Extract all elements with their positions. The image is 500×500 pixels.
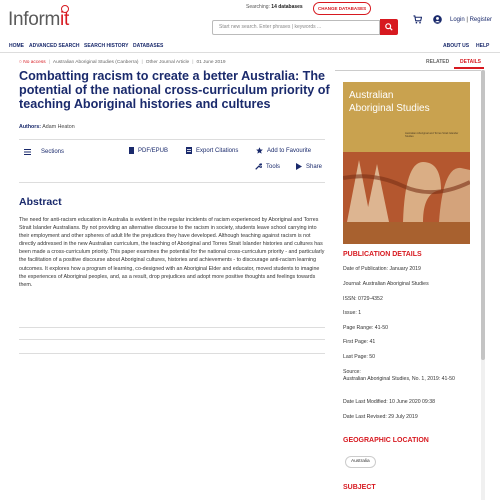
add-to-favourite-button[interactable]: Add to Favourite [256, 147, 311, 154]
nav-about-us[interactable]: ABOUT US [443, 43, 470, 49]
export-citations-button[interactable]: Export Citations [186, 147, 238, 154]
detail-page-range: Page Range: 41-50 [343, 325, 389, 331]
journal-name[interactable]: Australian Aboriginal Studies (Canberra) [52, 60, 139, 65]
search-icon [385, 23, 393, 31]
detail-issn: ISSN: 0729-4352 [343, 296, 383, 302]
abstract-heading: Abstract [19, 196, 62, 208]
login-register: Login | Register [450, 17, 492, 23]
cover-title-line2: Aboriginal Studies [349, 103, 430, 114]
panel-scrollbar-thumb[interactable] [481, 70, 485, 360]
login-link[interactable]: Login [450, 17, 465, 23]
divider [19, 339, 325, 340]
detail-date-of-publication: Date of Publication: January 2019 [343, 266, 421, 272]
informit-logo[interactable]: Informit [8, 9, 69, 30]
journal-cover-image [343, 82, 470, 244]
wrench-icon [255, 163, 262, 170]
share-button[interactable]: Share [296, 163, 322, 170]
geographic-tag[interactable]: Australia [345, 456, 376, 468]
logo-mark-icon [61, 5, 69, 13]
user-icon[interactable] [433, 15, 442, 24]
detail-last-page: Last Page: 50 [343, 354, 376, 360]
author-link[interactable]: Adam Heaton [42, 124, 75, 130]
article-date: 01 June 2019 [196, 60, 226, 65]
list-icon [24, 149, 31, 155]
publication-details-heading: PUBLICATION DETAILS [343, 251, 422, 258]
export-icon [186, 147, 192, 154]
divider [19, 182, 325, 183]
detail-issue: Issue: 1 [343, 310, 362, 316]
article-type: Other Journal Article [145, 60, 190, 65]
search-input[interactable]: Start new search. Enter phrases | keywords ... [212, 20, 380, 35]
geographic-location-heading: GEOGRAPHIC LOCATION [343, 437, 429, 444]
nav-advanced-search[interactable]: ADVANCED SEARCH [29, 43, 80, 49]
active-tab-indicator [454, 67, 484, 69]
article-title: Combatting racism to create a better Australia: The potential of the national cross-curriculum priority of teaching Aboriginal histories and cultures [19, 69, 330, 111]
document-icon [129, 147, 134, 154]
detail-date-last-revised: Date Last Revised: 29 July 2019 [343, 414, 418, 420]
searching-databases-text: Searching: 14 databases [246, 4, 303, 10]
authors: Authors: Adam Heaton [19, 124, 75, 130]
divider [19, 353, 325, 354]
divider [19, 327, 325, 328]
subject-heading: SUBJECT [343, 484, 376, 491]
tools-button[interactable]: Tools [255, 163, 280, 170]
panel-tabs [335, 57, 485, 68]
nav-databases[interactable]: DATABASES [133, 43, 164, 49]
pdf-epub-button[interactable]: PDF/EPUB [129, 147, 168, 154]
detail-date-last-modified: Date Last Modified: 10 June 2020 09:38 [343, 399, 436, 405]
article-meta: ○ No access | Australian Aboriginal Studies (Canberra) | Other Journal Article | 01 June 2019 [19, 60, 226, 65]
cover-title-line1: Australian [349, 90, 394, 101]
detail-journal: Journal: Australian Aboriginal Studies [343, 281, 429, 287]
cart-icon[interactable] [413, 15, 422, 24]
nav-search-history[interactable]: SEARCH HISTORY [84, 43, 129, 49]
divider [19, 139, 325, 140]
share-icon [296, 163, 302, 170]
nav-home[interactable]: HOME [9, 43, 24, 49]
detail-source: Source: Australian Aboriginal Studies, No. 1, 2019: 41-50 [343, 369, 455, 382]
tab-related[interactable]: RELATED [426, 59, 450, 65]
search-button[interactable] [380, 19, 398, 35]
main-nav [0, 39, 500, 53]
register-link[interactable]: Register [469, 17, 492, 23]
nav-help[interactable]: HELP [476, 43, 490, 49]
cover-subtitle: Australian Aboriginal and Torres Strait Islander Studies [405, 132, 459, 139]
detail-first-page: First Page: 41 [343, 339, 376, 345]
sections-button[interactable]: Sections [24, 149, 64, 155]
site-header [0, 0, 500, 38]
change-databases-button[interactable]: CHANGE DATABASES [313, 2, 371, 15]
abstract-text: The need for anti-racism education in Australia is evident in the regular incidents of racism experienced by Aboriginal and Torres Strait Islander Australians. By not providing an alternative discourse to the racism in society, students leave school carrying into their employment and other spheres of adult life the prejudices they have developed. Although teaching against racism is not directly addressed in the new Australian curriculum, the teaching of Aboriginal and Torres Strait Islander histories and cultures has been made a cross-curriculum priority. This paper examines the potential for the national cross-curriculum priority - and particularly the facilitation of a positive discourse about Aboriginal cultures, histories and achievements - to discourage anti-racism learning outcomes. It explores how a program of learning, co-designed with an Aboriginal Elder and educator, moved students to imagine the experiences of Aboriginal peoples, and, as a result, drop prejudices and adopt more positive thoughts and feelings towards them. [19, 217, 325, 288]
access-status: ○ No access [19, 60, 46, 65]
tab-details[interactable]: DETAILS [460, 59, 482, 65]
star-icon [256, 147, 263, 154]
